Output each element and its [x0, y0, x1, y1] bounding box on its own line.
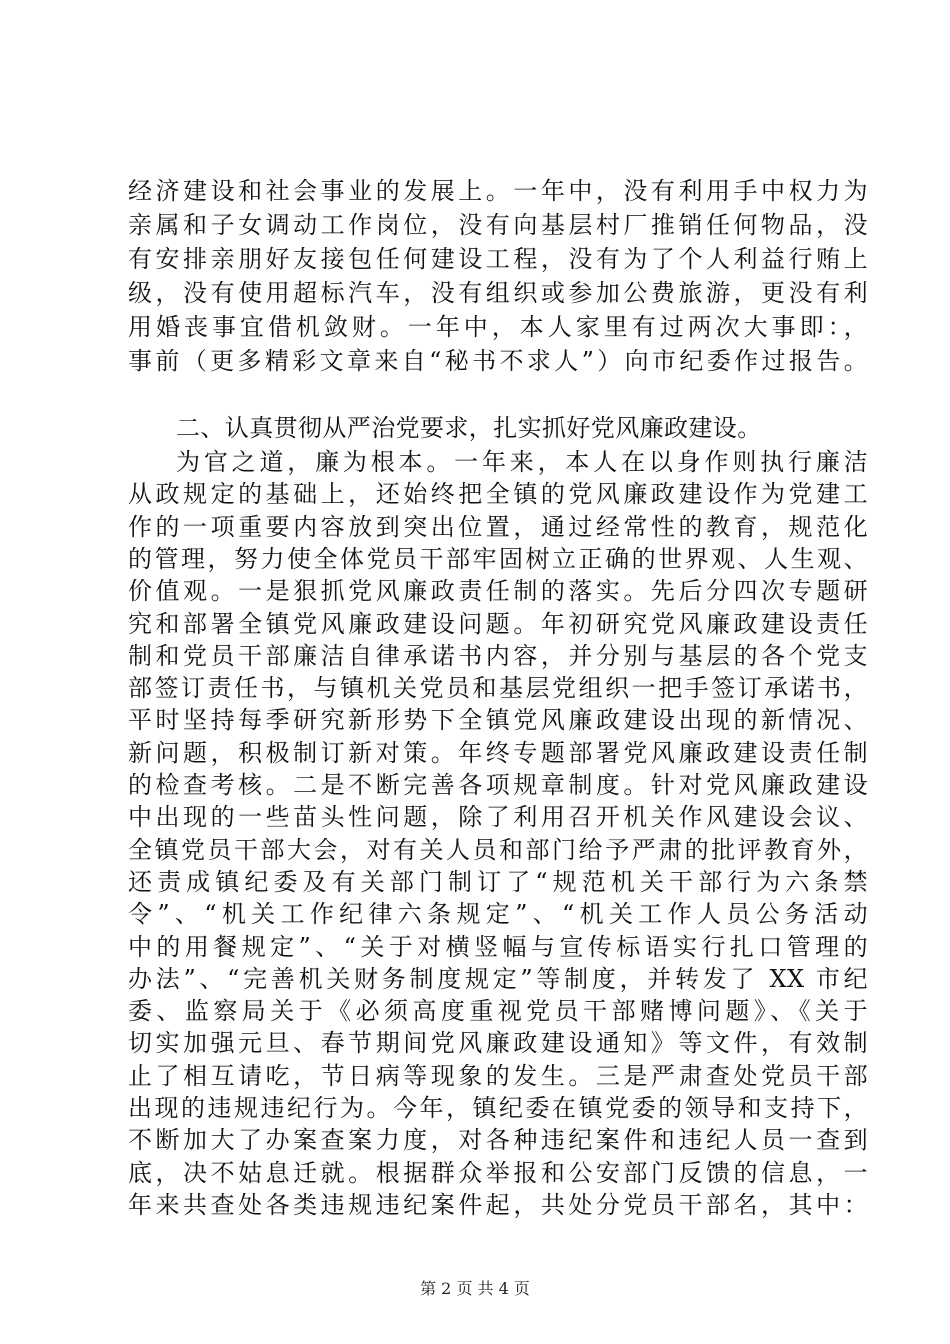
- body-text-line: 事前（更多精彩文章来自“秘书不求人”）向市纪委作过报告。: [128, 347, 868, 375]
- body-text-line: 部签订责任书，与镇机关党员和基层党组织一把手签订承诺书，: [128, 674, 868, 703]
- body-text-line: 经济建设和社会事业的发展上。一年中，没有利用手中权力为: [128, 177, 868, 205]
- body-text-line: 究和部署全镇党风廉政建设问题。年初研究党风廉政建设责任: [128, 609, 868, 638]
- body-text-line: 新问题，积极制订新对策。年终专题部署党风廉政建设责任制: [128, 738, 868, 767]
- page-number-footer: 第 2 页 共 4 页: [420, 1279, 530, 1298]
- body-text-line: 委、监察局关于《必须高度重视党员干部赌博问题》、《关于: [128, 997, 868, 1026]
- section-heading: 二、认真贯彻从严治党要求，扎实抓好党风廉政建设。: [176, 414, 762, 442]
- body-text-line: 级，没有使用超标汽车，没有组织或参加公费旅游，更没有利: [128, 279, 868, 307]
- body-text-line: 有安排亲朋好友接包任何建设工程，没有为了个人利益行贿上: [128, 245, 868, 273]
- body-text-line: 价值观。一是狠抓党风廉政责任制的落实。先后分四次专题研: [128, 577, 868, 606]
- body-text-line: 全镇党员干部大会，对有关人员和部门给予严肃的批评教育外，: [128, 835, 868, 864]
- body-text-line: 切实加强元旦、春节期间党风廉政建设通知》等文件，有效制: [128, 1029, 868, 1058]
- body-text-line: 平时坚持每季研究新形势下全镇党风廉政建设出现的新情况、: [128, 706, 868, 735]
- body-text-line: 制和党员干部廉洁自律承诺书内容，并分别与基层的各个党支: [128, 641, 868, 670]
- body-text-line: 的管理，努力使全体党员干部牢固树立正确的世界观、人生观、: [128, 544, 868, 573]
- body-text-line: 亲属和子女调动工作岗位，没有向基层村厂推销任何物品，没: [128, 211, 868, 239]
- body-text-line: 还责成镇纪委及有关部门制订了“规范机关干部行为六条禁: [128, 867, 868, 896]
- body-text-line: 办法”、“完善机关财务制度规定”等制度，并转发了 XX 市纪: [128, 964, 868, 993]
- body-text-line: 从政规定的基础上，还始终把全镇的党风廉政建设作为党建工: [128, 480, 868, 509]
- body-text-line: 中的用餐规定”、“关于对横竖幅与宣传标语实行扎口管理的: [128, 932, 868, 961]
- body-text-line: 年来共查处各类违规违纪案件起，共处分党员干部名，其中：: [128, 1190, 868, 1219]
- body-text-line: 作的一项重要内容放到突出位置，通过经常性的教育，规范化: [128, 512, 868, 541]
- body-text-line: 底，决不姑息迁就。根据群众举报和公安部门反馈的信息，一: [128, 1158, 868, 1187]
- body-text-line: 令”、“机关工作纪律六条规定”、“机关工作人员公务活动: [128, 900, 868, 929]
- body-text-line: 用婚丧事宜借机敛财。一年中，本人家里有过两次大事即：，: [128, 313, 868, 341]
- body-text-line: 为官之道，廉为根本。一年来，本人在以身作则执行廉洁: [176, 448, 868, 476]
- body-text-line: 不断加大了办案查案力度，对各种违纪案件和违纪人员一查到: [128, 1126, 868, 1155]
- body-text-line: 的检查考核。二是不断完善各项规章制度。针对党风廉政建设: [128, 771, 868, 799]
- body-text-line: 出现的违规违纪行为。今年，镇纪委在镇党委的领导和支持下，: [128, 1094, 868, 1122]
- body-text-line: 中出现的一些苗头性问题，除了利用召开机关作风建设会议、: [128, 803, 868, 832]
- body-text-line: 止了相互请吃，节日病等现象的发生。三是严肃查处党员干部: [128, 1061, 868, 1090]
